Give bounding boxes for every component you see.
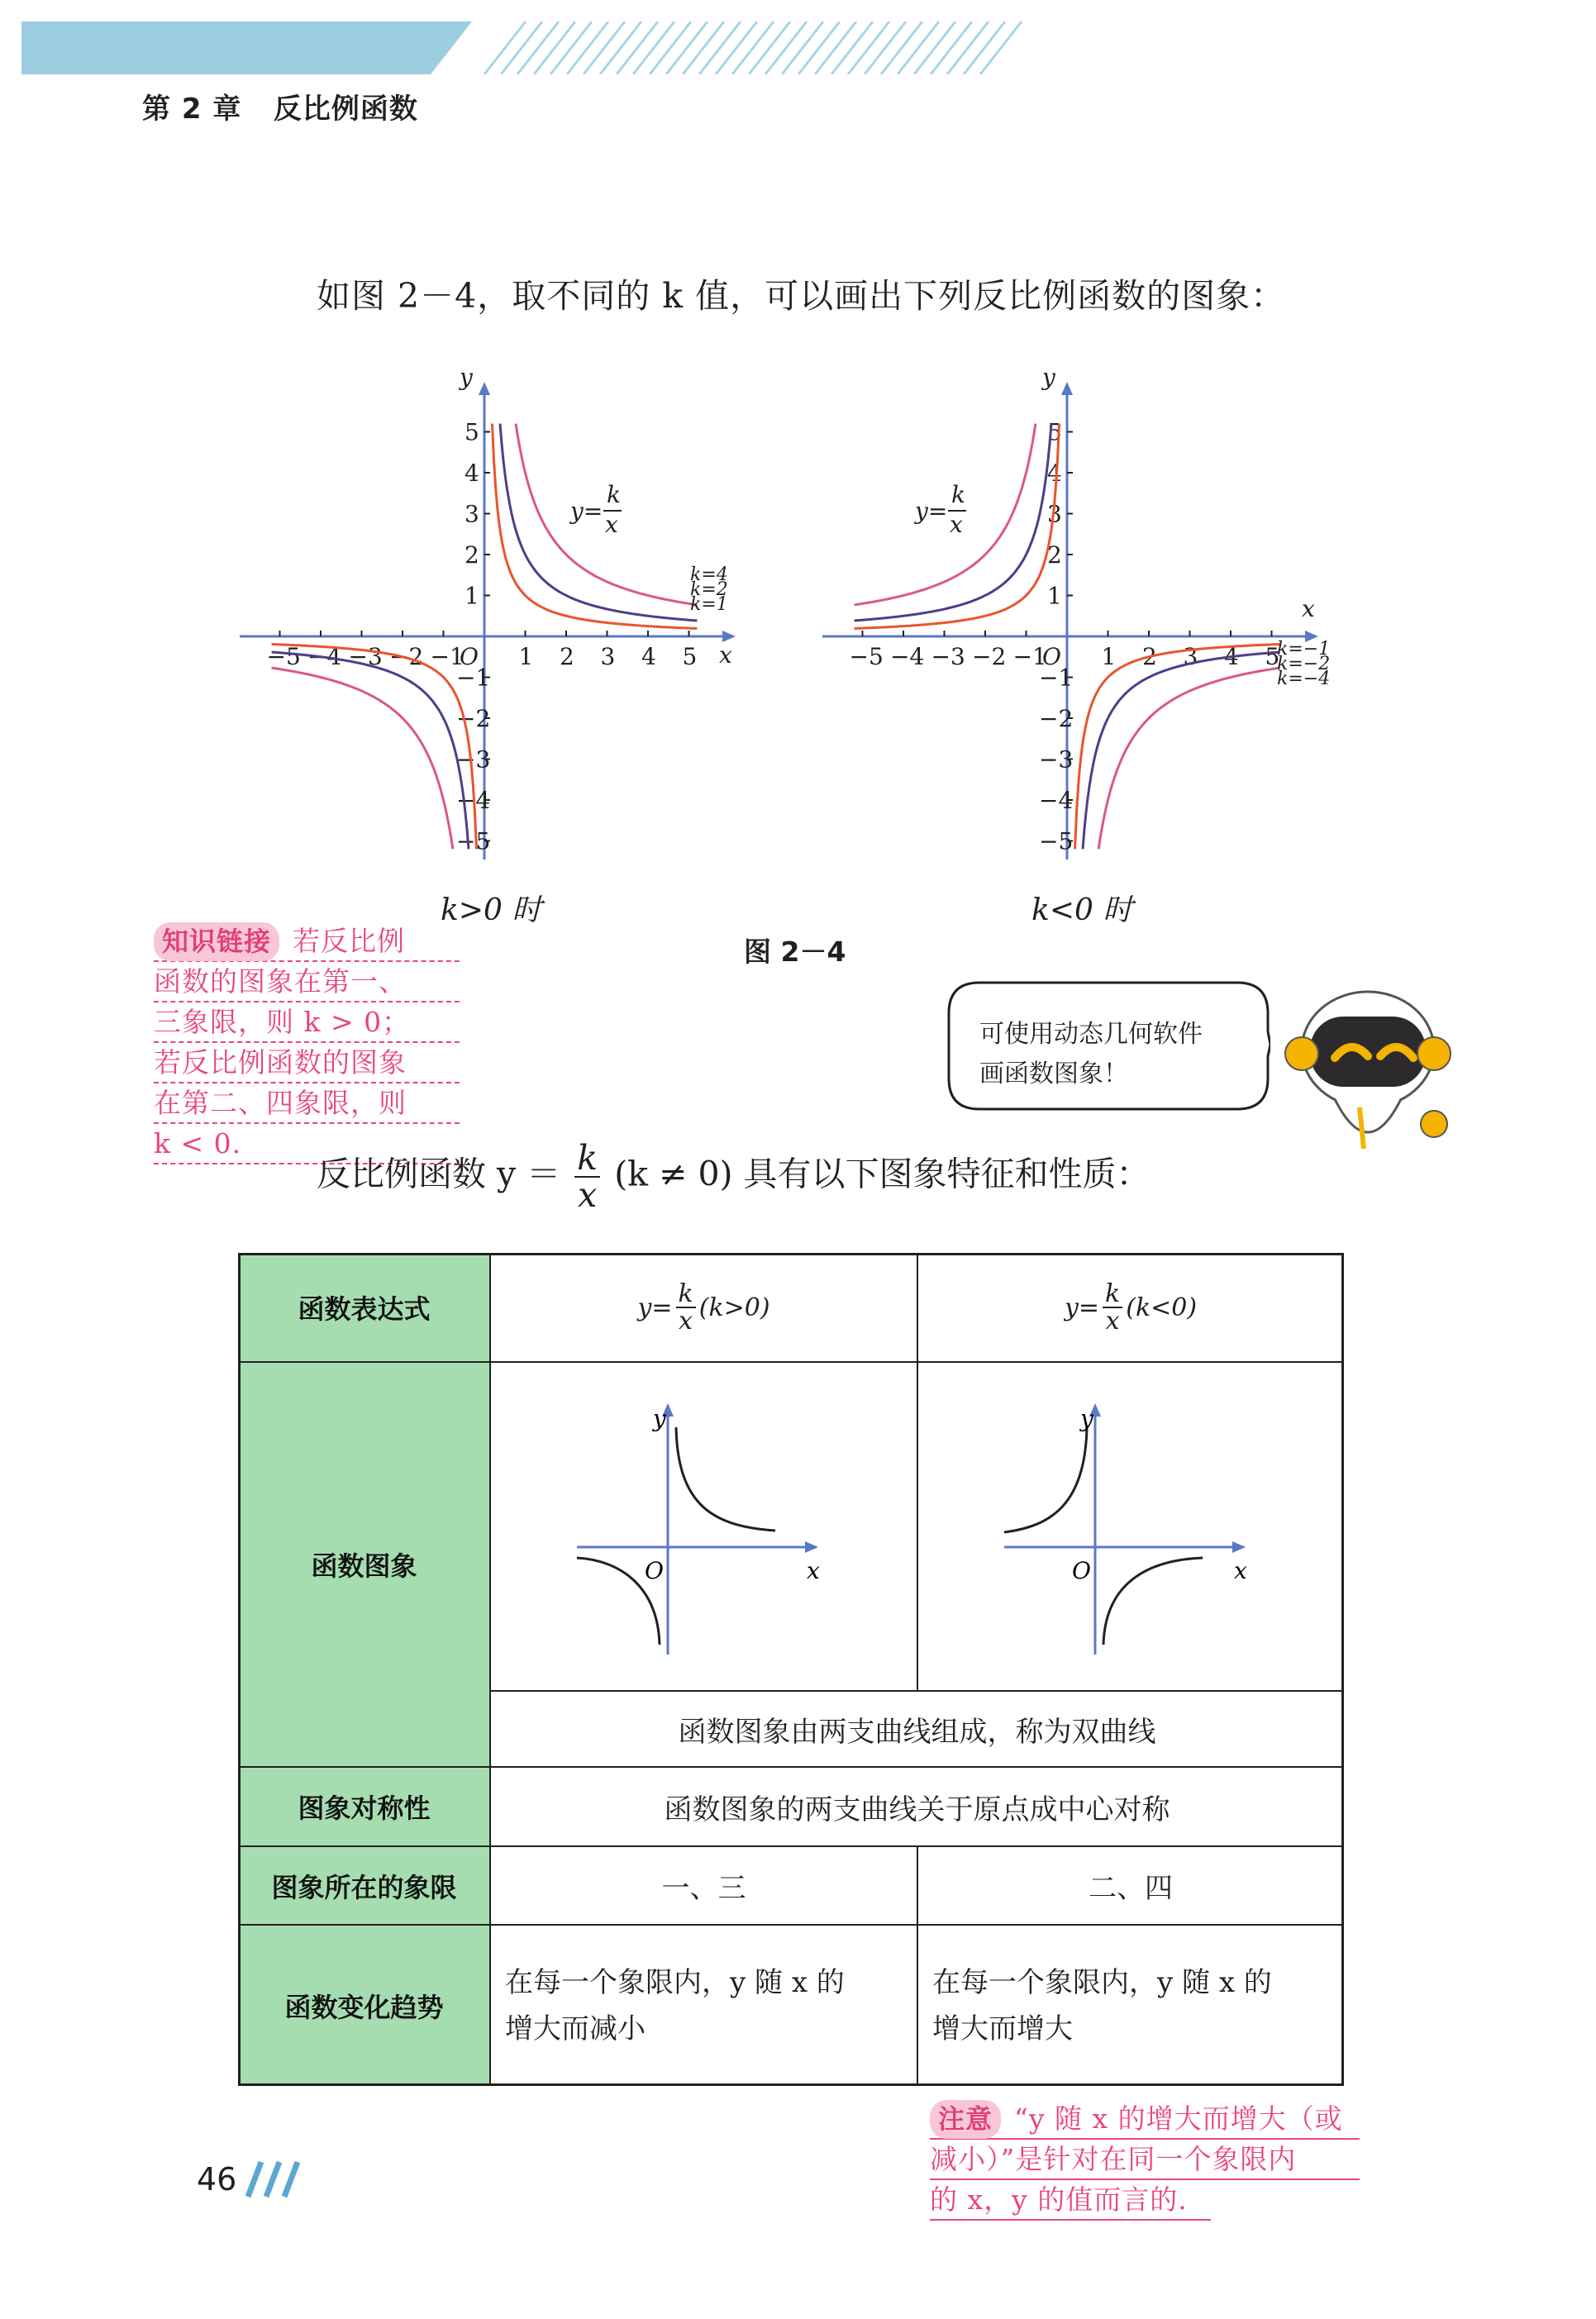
curve-k=1	[493, 424, 698, 629]
y-tick-label: 2	[1047, 541, 1062, 569]
x-tick-label: 5	[1265, 643, 1280, 670]
x-tick-label: −2	[972, 643, 1007, 670]
knowledge-note	[154, 921, 460, 1164]
knowledge-note-line-5: k < 0.	[154, 1124, 460, 1164]
origin-label: O	[645, 1557, 664, 1584]
expression-positive: y= $\frac{k}{x}$ (k>0)	[637, 1279, 770, 1336]
curve-label: k=−4	[1277, 669, 1331, 689]
x-tick-label: −5	[849, 643, 884, 670]
row-header-symmetry: 图象对称性	[238, 1767, 490, 1846]
curve-k=1	[272, 645, 477, 850]
origin-label: O	[1042, 643, 1061, 670]
x-tick-label: −1	[1012, 643, 1047, 670]
formula-num: k	[607, 481, 621, 508]
y-tick-label: −1	[456, 664, 491, 692]
trend-positive: 在每一个象限内，y 随 x 的 增大而减小	[505, 1965, 845, 2045]
y-tick-label: −3	[456, 745, 491, 774]
y-tick-label: 5	[465, 418, 479, 446]
chapter-title	[142, 86, 418, 126]
axis-label-y: y	[1042, 364, 1055, 391]
x-tick-label: −4	[307, 643, 342, 670]
axis-label-y: y	[460, 364, 473, 391]
y-tick-label: 3	[1047, 500, 1062, 528]
x-tick-label: 2	[560, 643, 574, 670]
table-graph-negative	[979, 1390, 1260, 1663]
quadrant-negative: 二、四	[1089, 1872, 1173, 1905]
bubble-line-1: 画函数图象！	[979, 1060, 1128, 1088]
quadrant-positive: 一、三	[661, 1872, 746, 1905]
trend-negative: 在每一个象限内，y 随 x 的 增大而增大	[932, 1965, 1272, 2045]
knowledge-note-line-0: 知识链接 若反比例	[154, 921, 460, 962]
y-tick-label: 1	[1047, 582, 1062, 610]
origin-label: O	[460, 643, 479, 670]
y-tick-label: −4	[1039, 787, 1074, 814]
axis-label-x: x	[1302, 595, 1315, 622]
x-tick-label: 2	[1142, 643, 1157, 670]
y-tick-label: −5	[1039, 827, 1074, 855]
row-header-expression: 函数表达式	[238, 1253, 490, 1362]
x-tick-label: −2	[389, 643, 424, 670]
props-prefix: 反比例函数 y ＝	[317, 1154, 561, 1194]
x-tick-label: −1	[430, 643, 465, 670]
axis-label-y: y	[1080, 1405, 1093, 1432]
properties-sentence	[317, 1140, 1151, 1215]
caution-label: 注意	[930, 2100, 1001, 2139]
origin-label: O	[1072, 1557, 1091, 1584]
x-tick-label: 3	[1183, 643, 1198, 670]
page-decoration	[240, 2159, 306, 2200]
curve-label: k=2	[690, 579, 728, 600]
caution-line-1: 减小）”是针对在同一个象限内	[930, 2140, 1360, 2180]
curve-label: k=−1	[1277, 639, 1331, 660]
formula-lhs: y=	[915, 498, 948, 525]
y-tick-label: −2	[1039, 705, 1074, 732]
knowledge-note-line-1: 函数的图象在第一、	[154, 962, 460, 1002]
knowledge-label: 知识链接	[154, 922, 279, 961]
symmetry-text: 函数图象的两支曲线关于原点成中心对称	[664, 1793, 1170, 1826]
y-tick-label: 5	[1047, 418, 1062, 446]
x-tick-label: −5	[266, 643, 301, 670]
x-tick-label: 1	[1101, 643, 1117, 670]
bubble-text	[979, 1015, 1252, 1094]
robot-mascot-icon	[1277, 975, 1475, 1165]
formula-lhs: y=	[570, 498, 603, 525]
caution-line-0: 注意 “y 随 x 的增大而增大（或	[930, 2099, 1360, 2140]
row-header-quadrant: 图象所在的象限	[238, 1846, 490, 1925]
formula-num: k	[951, 481, 965, 508]
expression-negative: y= $\frac{k}{x}$ (k<0)	[1064, 1279, 1198, 1336]
y-tick-label: −5	[456, 827, 491, 855]
caution-note	[930, 2099, 1360, 2221]
curve-k=−1	[1075, 645, 1280, 850]
y-tick-label: 4	[465, 460, 479, 487]
properties-table	[238, 1253, 1344, 2086]
y-tick-label: 3	[465, 500, 479, 528]
x-tick-label: 5	[682, 643, 698, 670]
y-tick-label: −1	[1039, 664, 1074, 692]
props-suffix: (k ≠ 0) 具有以下图象特征和性质：	[614, 1154, 1151, 1194]
x-tick-label: 4	[1224, 643, 1239, 670]
graph-right-caption: k<0 时	[1031, 893, 1133, 927]
x-tick-label: 4	[641, 643, 656, 670]
y-tick-label: 2	[465, 541, 479, 569]
knowledge-note-line-2: 三象限，则 k > 0；	[154, 1002, 460, 1043]
caution-line-2: 的 x，y 的值而言的.	[930, 2180, 1211, 2221]
axis-label-x: x	[1234, 1557, 1247, 1584]
axis-label-y: y	[653, 1405, 666, 1432]
curve-label: k=−2	[1277, 654, 1331, 674]
hyperbola-note: 函数图象由两支曲线组成，称为双曲线	[678, 1715, 1156, 1749]
row-header-trend: 函数变化趋势	[238, 1925, 490, 2086]
x-tick-label: 1	[518, 643, 534, 670]
header-band	[21, 21, 1031, 74]
row-header-graph: 函数图象	[238, 1362, 490, 1767]
formula-den: x	[605, 511, 618, 538]
knowledge-note-line-4: 在第二、四象限，则	[154, 1083, 460, 1124]
graph-left-caption: k>0 时	[441, 893, 542, 927]
x-tick-label: −4	[890, 643, 925, 670]
page-number: 46	[197, 2161, 237, 2198]
intro-text: 如图 2－4，取不同的 k 值，可以画出下列反比例函数的图象：	[317, 276, 1286, 316]
y-tick-label: −4	[456, 787, 491, 814]
y-tick-label: 1	[465, 582, 479, 610]
bubble-line-0: 可使用动态几何软件	[979, 1020, 1203, 1049]
chapter-number: 第 2 章	[142, 93, 242, 126]
props-num: k	[574, 1140, 600, 1178]
axis-label-x: x	[807, 1557, 820, 1584]
knowledge-note-line-3: 若反比例函数的图象	[154, 1043, 460, 1083]
y-tick-label: 4	[1047, 460, 1062, 487]
y-tick-label: −3	[1039, 745, 1074, 774]
axis-label-x: x	[719, 641, 732, 669]
x-tick-label: −3	[931, 643, 965, 670]
chapter-name: 反比例函数	[273, 93, 418, 126]
graph-k-positive	[231, 364, 810, 893]
curve-label: k=1	[690, 594, 728, 615]
graph-k-negative	[814, 364, 1393, 893]
y-tick-label: −2	[456, 705, 491, 732]
figure-caption: 图 2－4	[744, 936, 846, 968]
formula-den: x	[950, 511, 963, 538]
x-tick-label: 3	[600, 643, 616, 670]
props-den: x	[578, 1175, 598, 1216]
curve-k=−2	[1083, 652, 1279, 849]
curve-k=2	[272, 652, 469, 849]
table-graph-positive	[552, 1390, 833, 1663]
x-tick-label: −3	[348, 643, 383, 670]
curve-label: k=4	[690, 564, 728, 585]
props-fraction	[574, 1138, 600, 1216]
